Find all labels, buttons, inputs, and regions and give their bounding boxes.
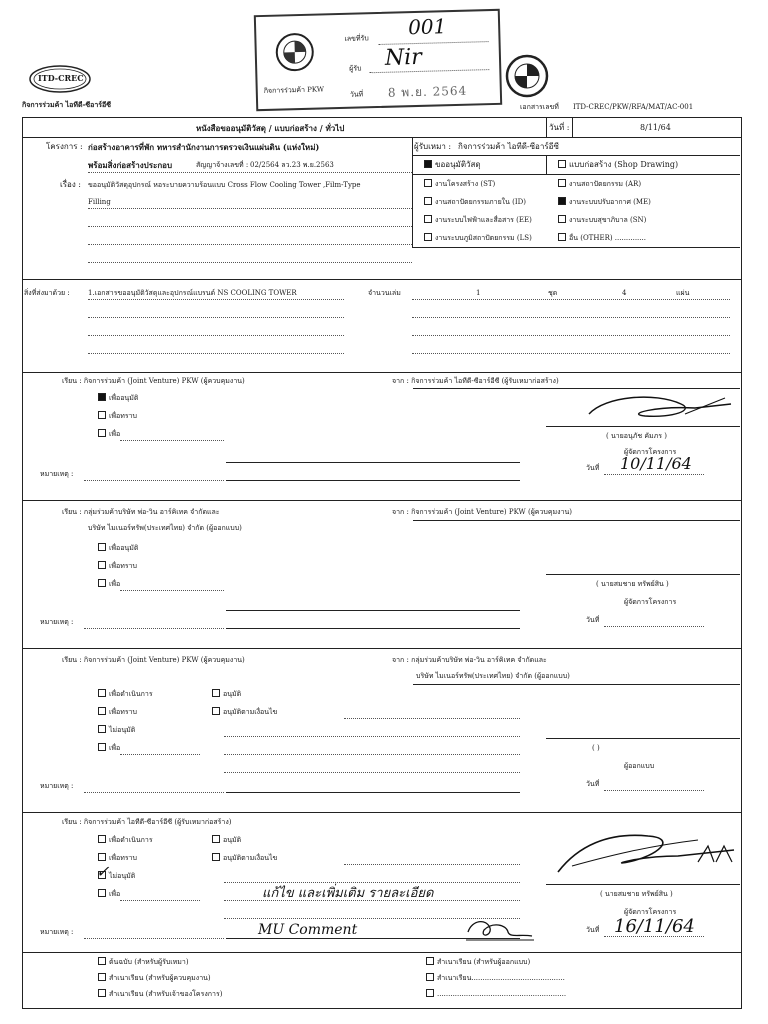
option-label: .......................................................... bbox=[437, 990, 567, 998]
option-checkbox[interactable] bbox=[98, 853, 106, 861]
option-label: เพื่อทราบ bbox=[109, 708, 137, 716]
stamp-org-line: กิจการร่วมค้า PKW bbox=[263, 85, 325, 95]
section4-signature bbox=[548, 826, 738, 886]
type-label: งานระบบสุขาภิบาล (SN) bbox=[569, 216, 647, 224]
stamp-date-value: 8 พ.ย. 2564 bbox=[387, 83, 468, 100]
distribution-option[interactable] bbox=[426, 958, 530, 967]
section2-from: จาก : กิจการร่วมค้า (Joint Venture) PKW (ผู้ควบคุมงาน) bbox=[392, 508, 573, 516]
section3-from-line2: บริษัท ไมเนอร์ทรัพ(ประเทศไทย) จำกัด (ผู้ออกแบบ) bbox=[416, 672, 570, 680]
received-stamp bbox=[254, 9, 502, 111]
option-checkbox[interactable] bbox=[98, 429, 106, 437]
section1-option[interactable] bbox=[98, 412, 137, 421]
section4-initial-signature bbox=[462, 914, 538, 948]
type-label: งานระบบไฟฟ้าและสื่อสาร (EE) bbox=[435, 216, 532, 224]
section3-option[interactable] bbox=[212, 708, 277, 717]
section4-handwritten-note: แก้ไข และเพิ่มเติม รายละเอียด bbox=[262, 886, 434, 901]
stamp-date-label: วันที่ bbox=[349, 90, 364, 99]
project-label: โครงการ : bbox=[46, 142, 83, 151]
type-option[interactable] bbox=[558, 198, 651, 207]
subject-label: เรื่อง : bbox=[60, 180, 81, 189]
type-label: งานสถาปัตยกรรม (AR) bbox=[569, 180, 642, 188]
type-checkbox[interactable] bbox=[558, 179, 566, 187]
section3-option[interactable] bbox=[98, 726, 135, 735]
type-checkbox[interactable] bbox=[558, 215, 566, 223]
section1-remark-label: หมายเหตุ : bbox=[40, 470, 74, 478]
form-date-value: 8/11/64 bbox=[640, 123, 671, 132]
section4-signer-role: ผู้จัดการโครงการ bbox=[624, 908, 677, 916]
option-checkbox[interactable] bbox=[212, 835, 220, 843]
type-option[interactable] bbox=[424, 198, 526, 207]
option-label: เพื่อทราบ bbox=[109, 562, 137, 570]
type-checkbox[interactable] bbox=[424, 179, 432, 187]
distribution-option[interactable] bbox=[426, 990, 566, 999]
type-label: ขออนุมัติวัสดุ bbox=[435, 160, 481, 169]
type-option[interactable] bbox=[424, 216, 532, 225]
project-line1: ก่อสร้างอาคารที่พัก ทหารสำนักงานการตรวจเงินแผ่นดิน (แห่งใหม่) bbox=[88, 142, 320, 152]
option-checkbox[interactable] bbox=[426, 957, 434, 965]
pages-label: แผ่น bbox=[676, 289, 690, 297]
option-label: อนุมัติตามเงื่อนไข bbox=[223, 854, 278, 862]
section4-signer-name: ( นายสมชาย ทรัพย์สิน ) bbox=[600, 890, 673, 898]
option-label: อนุมัติตามเงื่อนไข bbox=[223, 708, 278, 716]
type-label: แบบก่อสร้าง (Shop Drawing) bbox=[569, 160, 679, 169]
distribution-option[interactable] bbox=[98, 974, 211, 983]
section3-option[interactable] bbox=[98, 708, 137, 717]
section3-date-label: วันที่ bbox=[586, 780, 600, 788]
option-label: สำเนาเรียน (สำหรับเจ้าของโครงการ) bbox=[109, 990, 223, 998]
option-checkbox[interactable] bbox=[98, 543, 106, 551]
section1-signature bbox=[585, 392, 735, 430]
section1-signer-name: ( นายอนุภัช คัมภร ) bbox=[606, 432, 667, 440]
section2-option[interactable] bbox=[98, 580, 120, 589]
option-label: เพื่อ bbox=[109, 430, 121, 438]
pages-value: 4 bbox=[622, 289, 627, 297]
section1-option[interactable] bbox=[98, 394, 138, 403]
section2-to-line2: บริษัท ไมเนอร์ทรัพ(ประเทศไทย) จำกัด (ผู้ออกแบบ) bbox=[88, 524, 242, 532]
contract-value: 02/2564 ลว.23 พ.ย.2563 bbox=[250, 161, 334, 169]
section3-remark-label: หมายเหตุ : bbox=[40, 782, 74, 790]
attach-item: 1.เอกสารขออนุมัติวัสดุและอุปกรณ์แบรนด์ NS COOLING TOWER bbox=[88, 289, 297, 297]
type-label: งานโครงสร้าง (ST) bbox=[435, 180, 496, 188]
section4-date-label: วันที่ bbox=[586, 926, 600, 934]
section2-signer-name: ( นายสมชาย ทรัพย์สิน ) bbox=[596, 580, 669, 588]
type-checkbox[interactable] bbox=[424, 233, 432, 241]
qty-label: จำนวนเล่ม bbox=[368, 289, 401, 297]
subject-line2: Filling bbox=[88, 198, 111, 206]
bmw-stamp-icon bbox=[274, 32, 315, 77]
type-label: งานระบบภูมิสถาปัตยกรรม (LS) bbox=[435, 234, 532, 242]
option-checkbox[interactable] bbox=[212, 853, 220, 861]
type-option[interactable] bbox=[558, 160, 678, 170]
option-checkbox[interactable] bbox=[98, 689, 106, 697]
to-label: ผู้รับเหมา : bbox=[414, 142, 452, 151]
section3-signer-name: ( ) bbox=[592, 744, 600, 752]
type-option[interactable] bbox=[424, 160, 481, 170]
section1-to: เรียน : กิจการร่วมค้า (Joint Venture) PKW (ผู้ควบคุมงาน) bbox=[62, 377, 245, 385]
distribution-option[interactable] bbox=[98, 958, 189, 967]
section4-option[interactable] bbox=[212, 836, 241, 845]
section3-signer-role: ผู้ออกแบบ bbox=[624, 762, 655, 770]
to-value: กิจการร่วมค้า ไอทีดี-ซีอาร์อีซี bbox=[458, 142, 559, 151]
option-checkbox[interactable] bbox=[98, 725, 106, 733]
company-logo bbox=[28, 64, 92, 94]
distribution-option[interactable] bbox=[426, 974, 565, 983]
section1-signer-role: ผู้จัดการโครงการ bbox=[624, 448, 677, 456]
section2-option[interactable] bbox=[98, 562, 137, 571]
option-label: ต้นฉบับ (สำหรับผู้รับเหมา) bbox=[109, 958, 189, 966]
option-checkbox[interactable] bbox=[426, 973, 434, 981]
option-label: เพื่ออนุมัติ bbox=[109, 544, 139, 552]
option-checkbox[interactable] bbox=[426, 989, 434, 997]
section3-to: เรียน : กิจการร่วมค้า (Joint Venture) PKW (ผู้ควบคุมงาน) bbox=[62, 656, 245, 664]
org-name: กิจการร่วมค้า ไอทีดี-ซีอาร์อีซี bbox=[22, 100, 112, 109]
section4-option[interactable] bbox=[212, 854, 277, 863]
section1-date-label: วันที่ bbox=[586, 464, 600, 472]
section3-from: จาก : กลุ่มร่วมค้าบริษัท พ่อ-วิน อาร์คิเทค จำกัดและ bbox=[392, 656, 547, 664]
option-checkbox[interactable] bbox=[98, 707, 106, 715]
project-line2: พร้อมสิ่งก่อสร้างประกอบ bbox=[88, 160, 173, 170]
distribution-option[interactable] bbox=[98, 990, 222, 999]
option-label: เพื่อดำเนินการ bbox=[109, 690, 153, 698]
section4-handwritten-remark: MU Comment bbox=[258, 922, 358, 938]
type-checkbox[interactable] bbox=[424, 197, 432, 205]
option-label: เพื่อ bbox=[109, 744, 121, 752]
type-option[interactable] bbox=[558, 180, 641, 189]
option-label: สำเนาเรียน.......................................... bbox=[437, 974, 565, 982]
section1-option[interactable] bbox=[98, 430, 120, 439]
option-label: ไม่อนุมัติ bbox=[109, 872, 136, 880]
section3-option[interactable] bbox=[98, 744, 120, 753]
option-checkbox[interactable] bbox=[98, 889, 106, 897]
option-label: เพื่อ bbox=[109, 890, 121, 898]
type-label: งานระบบปรับอากาศ (ME) bbox=[569, 198, 651, 206]
section1-from: จาก : กิจการร่วมค้า ไอทีดี-ซีอาร์อีซี (ผู้รับเหมาก่อสร้าง) bbox=[392, 377, 559, 385]
option-checkbox[interactable] bbox=[98, 743, 106, 751]
section3-option[interactable] bbox=[212, 690, 241, 699]
section1-date-value: 10/11/64 bbox=[620, 454, 692, 473]
section4-date-value: 16/11/64 bbox=[614, 916, 695, 937]
type-checkbox[interactable] bbox=[558, 197, 566, 205]
type-option[interactable] bbox=[558, 216, 646, 225]
stamp-no-value: 001 bbox=[407, 14, 447, 40]
stamp-receiver-signature: Nir bbox=[384, 44, 423, 71]
option-label: อนุมัติ bbox=[223, 690, 242, 698]
doc-no-value: ITD-CREC/PKW/RFA/MAT/AC-001 bbox=[573, 103, 694, 111]
option-label: สำเนาเรียน (สำหรับผู้ควบคุมงาน) bbox=[109, 974, 211, 982]
option-checkbox[interactable] bbox=[98, 579, 106, 587]
section2-date-label: วันที่ bbox=[586, 616, 600, 624]
option-checkbox[interactable] bbox=[212, 689, 220, 697]
section2-remark-label: หมายเหตุ : bbox=[40, 618, 74, 626]
form-title: หนังสือขออนุมัติวัสดุ / แบบก่อสร้าง / ทั่วไป bbox=[196, 123, 345, 133]
option-label: เพื่อ bbox=[109, 580, 121, 588]
option-label: เพื่อดำเนินการ bbox=[109, 836, 153, 844]
option-label: สำเนาเรียน (สำหรับผู้ออกแบบ) bbox=[437, 958, 531, 966]
bmw-logo-icon bbox=[505, 54, 549, 102]
type-option[interactable] bbox=[424, 234, 532, 243]
section3-option[interactable] bbox=[98, 690, 153, 699]
contract-label: สัญญาจ้างเลขที่ : bbox=[196, 161, 249, 169]
option-checkbox[interactable] bbox=[98, 393, 106, 401]
type-checkbox[interactable] bbox=[558, 233, 566, 241]
option-checkbox[interactable] bbox=[98, 957, 106, 965]
option-label: เพื่อทราบ bbox=[109, 854, 137, 862]
type-checkbox[interactable] bbox=[558, 160, 566, 168]
type-checkbox[interactable] bbox=[424, 160, 432, 168]
option-checkbox[interactable] bbox=[98, 411, 106, 419]
section2-signer-role: ผู้จัดการโครงการ bbox=[624, 598, 677, 606]
section4-check-mark: ✓ bbox=[96, 862, 110, 881]
form-date-label: วันที่ : bbox=[549, 123, 570, 132]
option-checkbox[interactable] bbox=[98, 989, 106, 997]
doc-no-label: เอกสารเลขที่ bbox=[520, 103, 559, 111]
option-checkbox[interactable] bbox=[98, 561, 106, 569]
section4-option[interactable] bbox=[98, 836, 153, 845]
attach-label: สิ่งที่ส่งมาด้วย : bbox=[24, 289, 70, 297]
option-label: เพื่ออนุมัติ bbox=[109, 394, 139, 402]
logo-text: ITD-CREC bbox=[38, 73, 84, 83]
set-label: ชุด bbox=[548, 289, 558, 297]
type-label: อื่น (OTHER) .............. bbox=[569, 234, 646, 242]
option-checkbox[interactable] bbox=[98, 835, 106, 843]
section4-to: เรียน : กิจการร่วมค้า ไอทีดี-ซีอาร์อีซี (ผู้รับเหมาก่อสร้าง) bbox=[62, 818, 232, 826]
section2-option[interactable] bbox=[98, 544, 138, 553]
type-checkbox[interactable] bbox=[424, 215, 432, 223]
type-option[interactable] bbox=[558, 234, 646, 243]
type-label: งานสถาปัตยกรรมภายใน (ID) bbox=[435, 198, 526, 206]
section4-remark-label: หมายเหตุ : bbox=[40, 928, 74, 936]
section4-option[interactable] bbox=[98, 890, 120, 899]
type-option[interactable] bbox=[424, 180, 495, 189]
section2-to: เรียน : กลุ่มร่วมค้าบริษัท พ่อ-วิน อาร์คิเทค จำกัดและ bbox=[62, 508, 220, 516]
option-label: อนุมัติ bbox=[223, 836, 242, 844]
option-label: เพื่อทราบ bbox=[109, 412, 137, 420]
option-checkbox[interactable] bbox=[98, 973, 106, 981]
qty-value: 1 bbox=[476, 289, 481, 297]
option-checkbox[interactable] bbox=[212, 707, 220, 715]
subject-line1: ขออนุมัติวัสดุอุปกรณ์ หอระบายความร้อนแบบ Cross Flow Cooling Tower ,Film-Type bbox=[88, 181, 361, 189]
option-label: ไม่อนุมัติ bbox=[109, 726, 136, 734]
stamp-no-label: เลขที่รับ bbox=[344, 34, 369, 43]
stamp-receiver-label: ผู้รับ bbox=[349, 64, 362, 73]
